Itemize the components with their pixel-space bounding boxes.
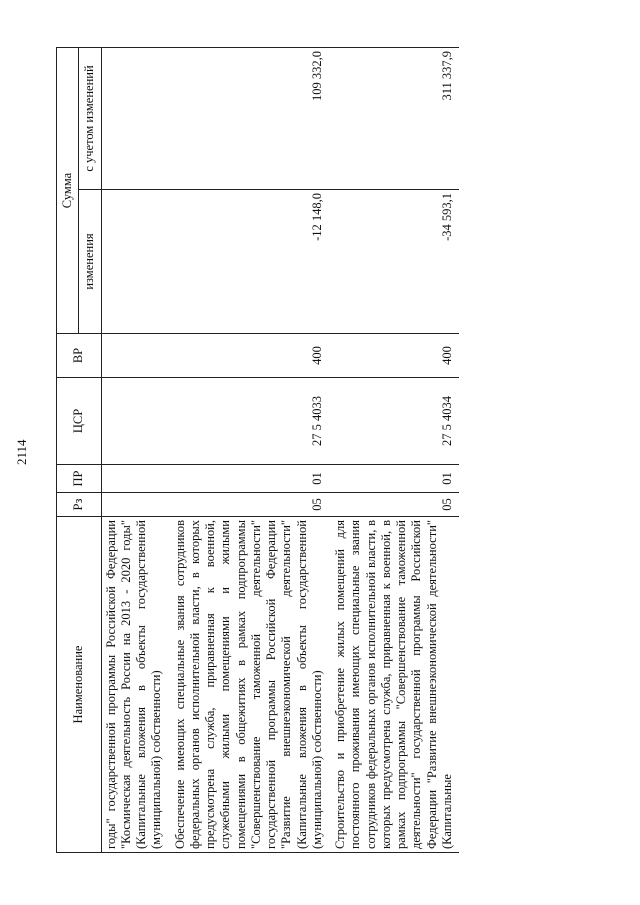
row-rz [101,493,169,517]
row-csr: 27 5 4033 [169,378,330,465]
row-change: -34 593,1 [329,190,459,334]
row-change: -12 148,0 [169,190,330,334]
row-with-change: 311 337,9 [329,48,459,190]
row-rz: 05 [169,493,330,517]
row-pr [101,465,169,493]
header-name: Наименование [57,517,102,853]
row-name: Строительство и приобретение жилых помещений для постоянного проживания имеющих специальные звания сотрудников федеральных органов исполнительной власти, в которых предусмотрена служба, приравненная к военной, в рамках подпрограммы "Совершенствование таможенной деятельности" государственной программы Российской Федерации "Развитие внешнеэкономической деятельности" (Капитальные [329,517,459,853]
header-pr: ПР [57,465,102,493]
row-vr [101,334,169,378]
header-csr: ЦСР [57,378,102,465]
page-number: 2114 [14,439,29,465]
row-csr: 27 5 4034 [329,378,459,465]
row-csr [101,378,169,465]
row-with-change [101,48,169,190]
row-change [101,190,169,334]
header-rz: Рз [57,493,102,517]
row-vr: 400 [169,334,330,378]
table-row [329,48,459,853]
row-with-change: 109 332,0 [169,48,330,190]
table-row [101,48,169,853]
row-name: годы" государственной программы Российской Федерации "Космическая деятельность России на 2013 - 2020 годы" (Капитальные вложения в объекты государственной (муниципальной) собственности) [101,517,169,853]
header-row [57,48,79,853]
header-with-change: с учетом изменений [79,48,101,190]
row-vr: 400 [329,334,459,378]
table-row [169,48,330,853]
budget-table [56,47,459,853]
row-name: Обеспечение имеющих специальные звания сотрудников федеральных органов исполнительной власти, в которых предусмотрена служба, приравненная к военной, служебными жилыми помещениями и жилыми помещениями в общежитиях в рамках подпрограммы "Совершенствование таможенной деятельности" государственной программы Российской Федерации "Развитие внешнеэкономической деятельности" (Капитальные вложения в объекты государственной (муниципальной) собственности) [169,517,330,853]
row-pr: 01 [169,465,330,493]
row-pr: 01 [329,465,459,493]
header-change: изменения [79,190,101,334]
header-vr: ВР [57,334,102,378]
header-amount: Сумма [57,48,79,334]
row-rz: 05 [329,493,459,517]
